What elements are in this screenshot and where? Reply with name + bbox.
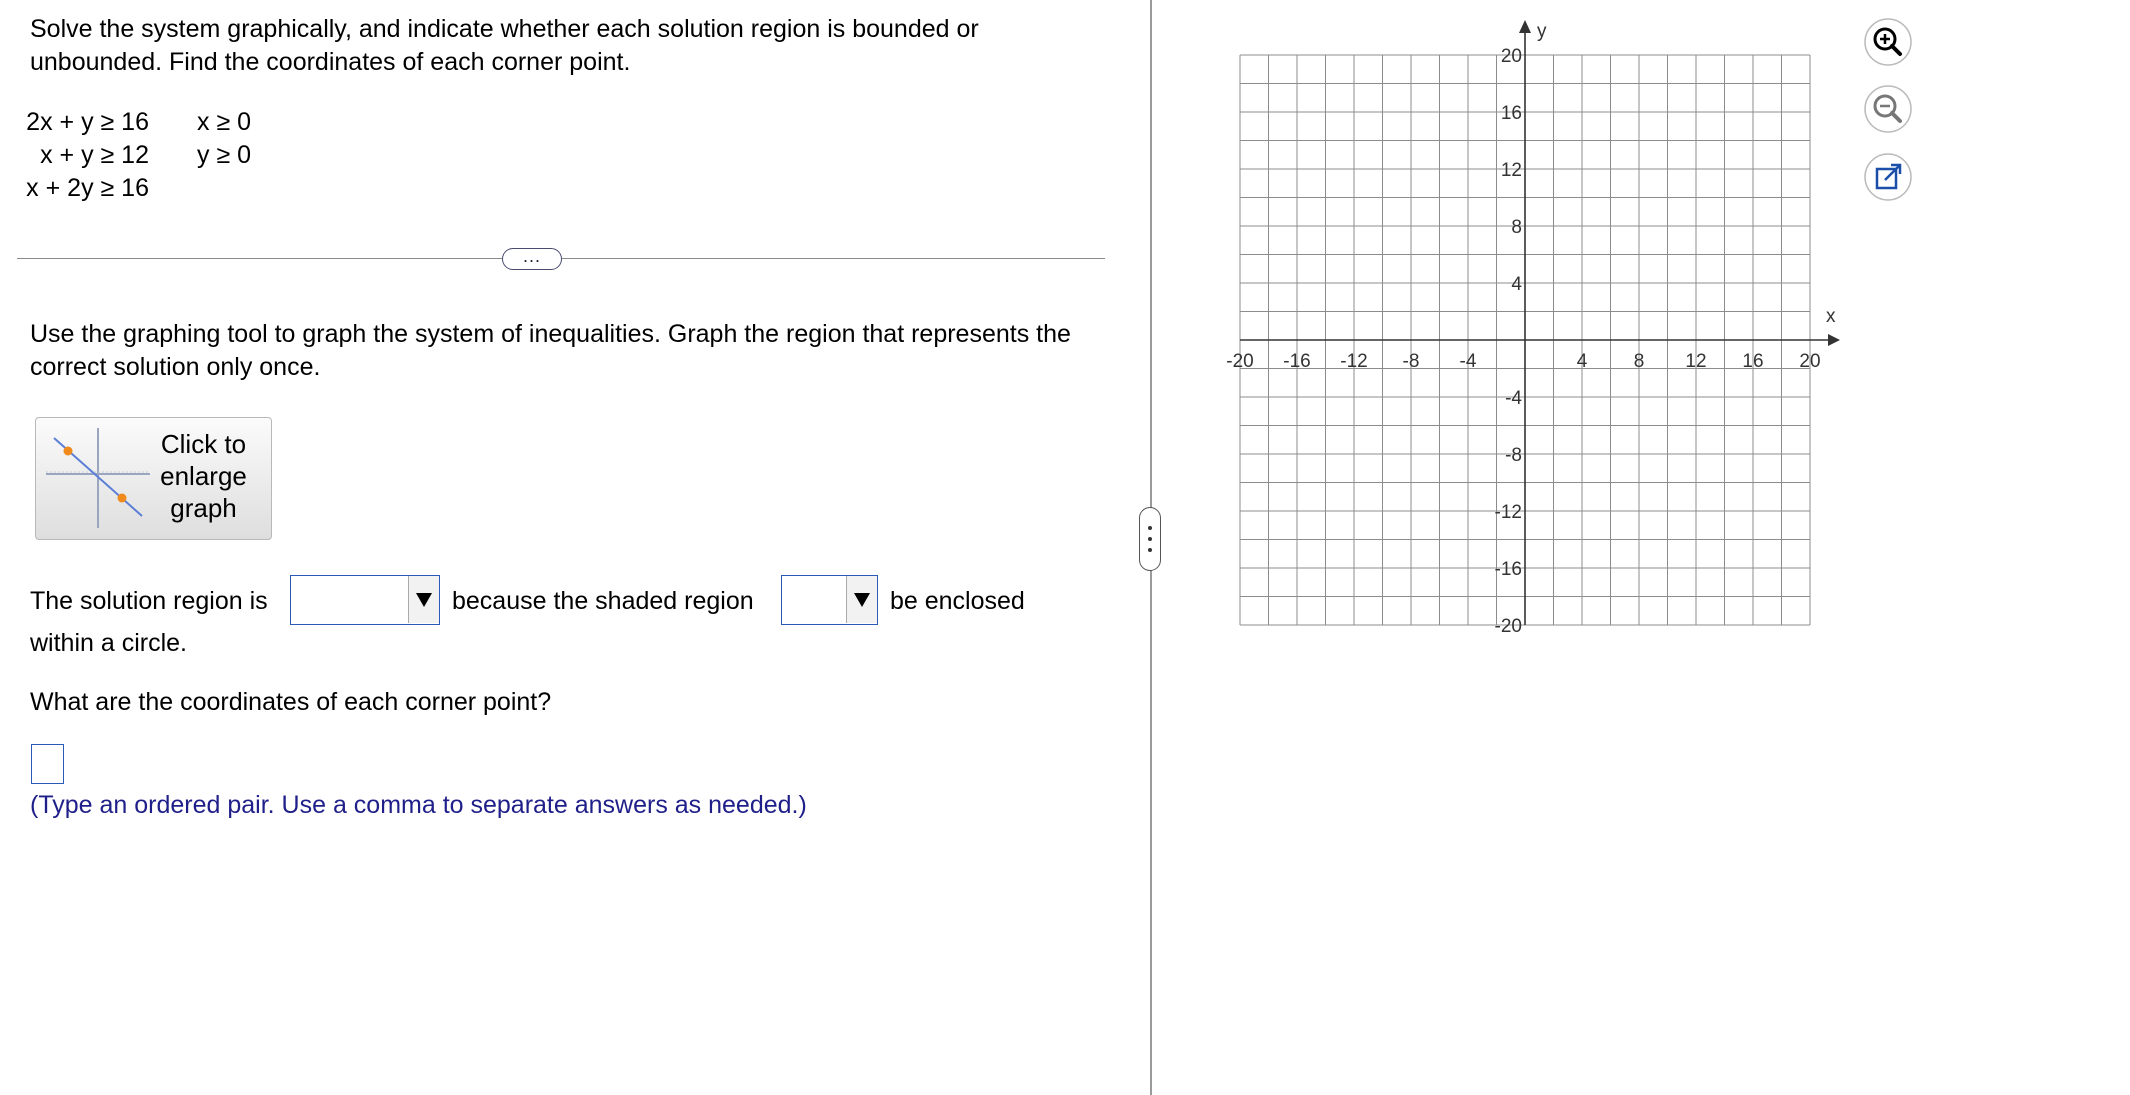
inequality-1: 2x + y ≥ 16 [26,108,149,136]
coordinate-plane[interactable] [1220,18,1870,658]
dropdown-arrow[interactable] [846,576,877,623]
x-tick-label: 8 [1633,351,1645,372]
x-axis-arrow [1828,334,1840,346]
zoom-out-button[interactable] [1862,83,1914,135]
x-tick-label: 20 [1799,351,1821,372]
question1-text-line2: within a circle. [30,629,187,657]
instructions: Use the graphing tool to graph the system of inequalities. Graph the region that represents the correct solution only once. [30,320,1071,381]
panel-resize-handle[interactable] [1139,507,1161,571]
problem-intro: Solve the system graphically, and indicate whether each solution region is bounded or unbounded. Find the coordinates of each corner point. [30,15,979,76]
question1-text-before: The solution region is [30,587,268,615]
mini-graph-icon [46,428,150,528]
graph-area[interactable] [1220,18,1870,663]
y-tick-label: 12 [1500,160,1522,181]
x-tick-label: -4 [1459,351,1477,372]
expand-more-button[interactable]: ... [502,248,562,270]
enlarge-graph-label: Click to enlarge graph [160,429,247,523]
popout-button[interactable] [1862,151,1914,203]
corner-points-input[interactable] [31,744,64,784]
region-type-dropdown[interactable] [290,575,440,625]
zoom-in-button[interactable] [1862,16,1914,68]
x-tick-label: -20 [1226,351,1254,372]
y-tick-label: -4 [1505,388,1522,409]
inequality-4: x ≥ 0 [197,108,252,136]
inequality-5: y ≥ 0 [197,141,252,169]
x-tick-label: -12 [1340,351,1368,372]
zoom-in-icon [1862,16,1914,68]
dropdown-arrow[interactable] [408,576,439,623]
y-axis-arrow [1519,20,1531,33]
y-tick-label: -16 [1494,559,1522,580]
x-tick-label: 4 [1576,351,1588,372]
y-tick-label: 4 [1511,274,1522,295]
question2-text: What are the coordinates of each corner point? [30,688,552,716]
y-tick-label: -12 [1494,502,1522,523]
inequality-2: x + y ≥ 12 [40,141,149,169]
question1-text-middle: because the shaded region [452,587,754,615]
popout-icon [1862,151,1914,203]
x-tick-label: -8 [1402,351,1420,372]
x-tick-label: 16 [1742,351,1764,372]
x-tick-label: -16 [1283,351,1311,372]
caret-down-icon [415,591,433,609]
x-axis-label: x [1826,306,1836,327]
x-tick-label: 12 [1685,351,1707,372]
question1-text-after: be enclosed [890,587,1025,615]
enlarge-graph-button[interactable] [35,417,272,540]
caret-down-icon [853,591,871,609]
answer-hint: (Type an ordered pair. Use a comma to separate answers as needed.) [30,791,807,819]
y-tick-label: 8 [1511,217,1522,238]
inequality-3: x + 2y ≥ 16 [26,174,149,202]
y-axis-label: y [1537,21,1547,42]
zoom-out-icon [1862,83,1914,135]
y-tick-label: 20 [1500,46,1522,67]
y-tick-label: -8 [1505,445,1522,466]
enclosed-dropdown[interactable] [781,575,878,625]
y-tick-label: 16 [1500,103,1522,124]
y-tick-label: -20 [1494,616,1522,637]
